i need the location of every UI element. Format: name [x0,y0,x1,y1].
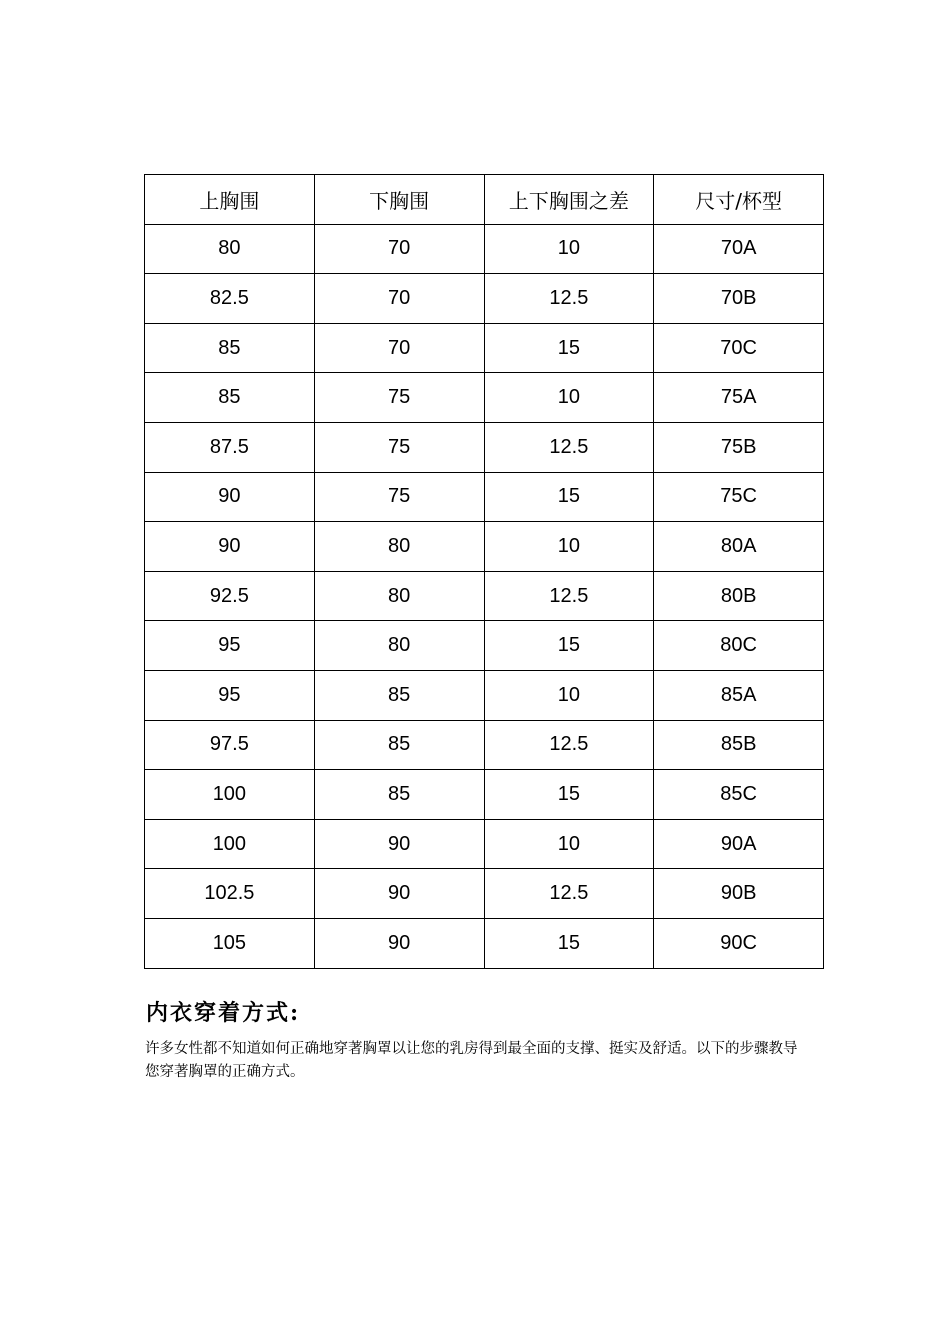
cell-upper-bust: 87.5 [145,422,315,472]
cell-size-cup: 80C [654,621,824,671]
cell-difference: 10 [484,224,654,274]
table-row [145,571,824,621]
cell-size-cup: 90C [654,918,824,968]
cell-upper-bust: 80 [145,224,315,274]
cell-under-bust: 85 [314,720,484,770]
cell-size-cup: 75A [654,373,824,423]
cell-under-bust: 70 [314,274,484,324]
cell-difference: 15 [484,472,654,522]
cell-size-cup: 80A [654,522,824,572]
cell-difference: 12.5 [484,720,654,770]
cell-upper-bust: 90 [145,522,315,572]
cell-upper-bust: 105 [145,918,315,968]
cell-upper-bust: 90 [145,472,315,522]
cell-difference: 10 [484,819,654,869]
table-row [145,770,824,820]
cell-size-cup: 70A [654,224,824,274]
table-row [145,869,824,919]
header-cell-under-bust: 下胸围 [314,175,484,225]
cell-difference: 12.5 [484,869,654,919]
cell-upper-bust: 100 [145,770,315,820]
cell-under-bust: 90 [314,918,484,968]
cell-difference: 15 [484,621,654,671]
table-row [145,621,824,671]
cell-under-bust: 90 [314,819,484,869]
cell-under-bust: 70 [314,224,484,274]
cell-difference: 10 [484,522,654,572]
cell-size-cup: 85B [654,720,824,770]
cell-upper-bust: 95 [145,670,315,720]
header-cell-size-cup: 尺寸/杯型 [654,175,824,225]
cell-upper-bust: 102.5 [145,869,315,919]
cell-difference: 12.5 [484,571,654,621]
cell-under-bust: 80 [314,522,484,572]
bra-size-table [144,174,824,969]
cell-under-bust: 75 [314,373,484,423]
cell-size-cup: 90A [654,819,824,869]
cell-upper-bust: 95 [145,621,315,671]
cell-size-cup: 90B [654,869,824,919]
table-header [145,175,824,225]
table-row [145,670,824,720]
table-row [145,918,824,968]
cell-size-cup: 85A [654,670,824,720]
cell-under-bust: 85 [314,770,484,820]
table-row [145,720,824,770]
cell-difference: 15 [484,323,654,373]
cell-upper-bust: 100 [145,819,315,869]
cell-size-cup: 70B [654,274,824,324]
cell-upper-bust: 92.5 [145,571,315,621]
table-row [145,274,824,324]
cell-difference: 12.5 [484,422,654,472]
cell-upper-bust: 97.5 [145,720,315,770]
cell-upper-bust: 82.5 [145,274,315,324]
cell-upper-bust: 85 [145,323,315,373]
table-row [145,522,824,572]
table-row [145,422,824,472]
table-row [145,472,824,522]
cell-under-bust: 85 [314,670,484,720]
header-cell-upper-bust: 上胸围 [145,175,315,225]
section-body-text: 许多女性都不知道如何正确地穿著胸罩以让您的乳房得到最全面的支撑、挺实及舒适。以下的步骤教导您穿著胸罩的正确方式。 [145,1041,798,1080]
table-body [145,224,824,968]
cell-size-cup: 85C [654,770,824,820]
cell-under-bust: 70 [314,323,484,373]
cell-under-bust: 80 [314,621,484,671]
cell-size-cup: 75B [654,422,824,472]
cell-under-bust: 75 [314,422,484,472]
table-row [145,323,824,373]
cell-upper-bust: 85 [145,373,315,423]
cell-difference: 15 [484,918,654,968]
cell-under-bust: 80 [314,571,484,621]
table-row [145,224,824,274]
cell-difference: 10 [484,373,654,423]
cell-size-cup: 75C [654,472,824,522]
table-row [145,373,824,423]
table-row [145,819,824,869]
cell-difference: 15 [484,770,654,820]
cell-under-bust: 90 [314,869,484,919]
header-cell-difference: 上下胸围之差 [484,175,654,225]
cell-size-cup: 70C [654,323,824,373]
header-row [145,175,824,225]
section-heading: 内衣穿着方式: [146,1000,301,1026]
cell-difference: 10 [484,670,654,720]
cell-difference: 12.5 [484,274,654,324]
cell-under-bust: 75 [314,472,484,522]
cell-size-cup: 80B [654,571,824,621]
